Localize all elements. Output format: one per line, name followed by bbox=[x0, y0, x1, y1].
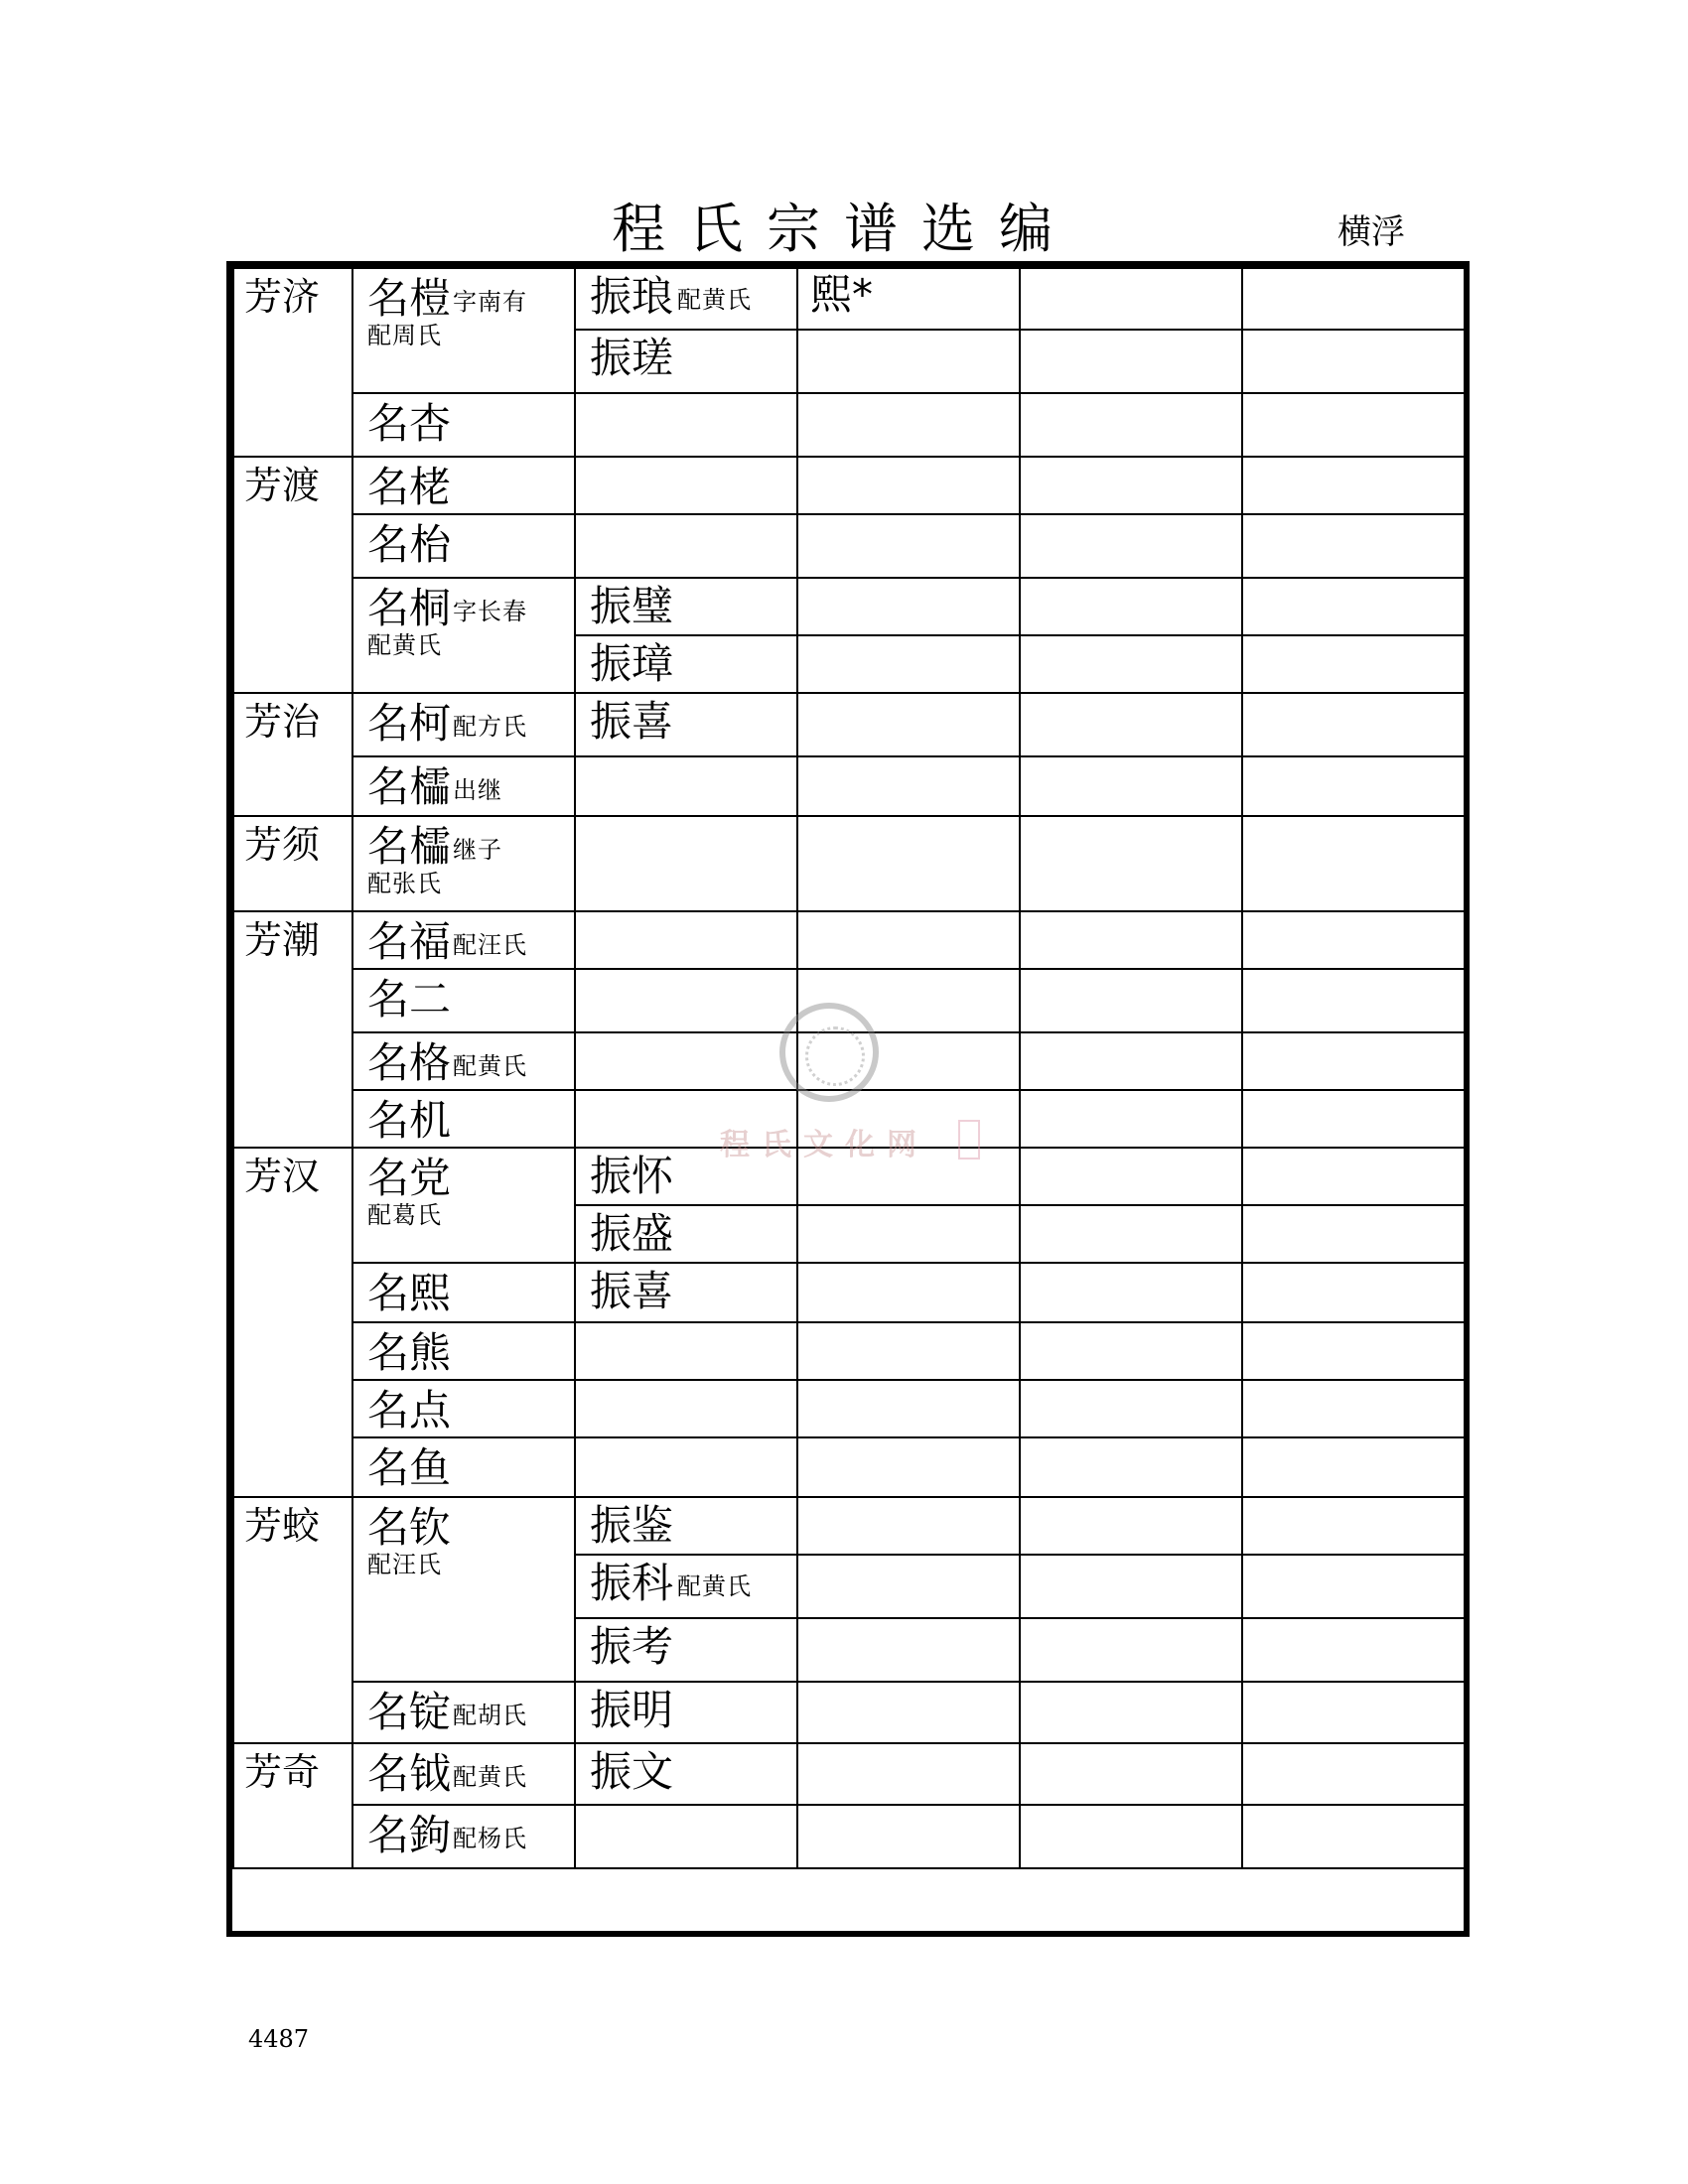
gen3-cell bbox=[574, 513, 798, 579]
empty-cell bbox=[1019, 755, 1243, 817]
gen1-name: 芳汉 bbox=[244, 1155, 321, 1198]
gen2-spouse: 配周氏 bbox=[367, 322, 442, 349]
gen2-cell bbox=[352, 1681, 576, 1744]
gen2-cell bbox=[352, 577, 576, 694]
empty-cell bbox=[1241, 456, 1466, 515]
gen2-name: 名党 bbox=[367, 1154, 452, 1202]
gen3-name: 振盛 bbox=[590, 1209, 674, 1258]
gen4-cell bbox=[796, 1554, 1021, 1619]
gen3-cell bbox=[574, 1496, 798, 1556]
empty-cell bbox=[1241, 692, 1466, 757]
empty-cell bbox=[1241, 1379, 1466, 1438]
gen2-cell bbox=[352, 267, 576, 394]
empty-cell bbox=[1241, 815, 1466, 912]
empty-cell bbox=[1019, 1147, 1243, 1206]
empty-cell bbox=[1241, 329, 1466, 394]
gen3-cell bbox=[574, 1262, 798, 1323]
empty-cell bbox=[1241, 1436, 1466, 1498]
gen2-name: 名机 bbox=[367, 1096, 452, 1145]
gen3-name: 振琅 bbox=[590, 272, 674, 321]
gen2-cell bbox=[352, 1804, 576, 1869]
gen3-cell bbox=[574, 755, 798, 817]
empty-cell bbox=[1241, 755, 1466, 817]
gen4-cell bbox=[796, 910, 1021, 970]
empty-cell bbox=[1241, 634, 1466, 694]
gen3-cell bbox=[574, 910, 798, 970]
gen2-note: 继子 bbox=[453, 836, 502, 864]
gen3-cell bbox=[574, 1204, 798, 1264]
gen4-cell bbox=[796, 692, 1021, 757]
empty-cell bbox=[1241, 1554, 1466, 1619]
gen3-name: 振璧 bbox=[590, 582, 674, 630]
gen4-cell bbox=[796, 1204, 1021, 1264]
gen4-cell bbox=[796, 1321, 1021, 1381]
gen3-cell bbox=[574, 392, 798, 458]
gen3-cell bbox=[574, 267, 798, 331]
gen1-cell bbox=[232, 456, 353, 694]
gen2-cell bbox=[352, 968, 576, 1033]
gen2-spouse: 配张氏 bbox=[367, 870, 442, 897]
empty-cell bbox=[1019, 456, 1243, 515]
empty-cell bbox=[1019, 1204, 1243, 1264]
empty-cell bbox=[1019, 1089, 1243, 1149]
empty-cell bbox=[1019, 392, 1243, 458]
empty-cell bbox=[1019, 1262, 1243, 1323]
gen2-note: 配黄氏 bbox=[453, 1763, 527, 1791]
gen4-cell bbox=[796, 267, 1021, 331]
empty-cell bbox=[1019, 1554, 1243, 1619]
gen2-name: 名二 bbox=[367, 975, 452, 1024]
empty-cell bbox=[1241, 910, 1466, 970]
gen2-cell bbox=[352, 1321, 576, 1381]
gen2-note: 字长春 bbox=[453, 598, 527, 625]
gen3-name: 振璋 bbox=[590, 639, 674, 688]
gen2-name: 名櫺 bbox=[367, 762, 452, 811]
gen2-spouse: 配黄氏 bbox=[367, 631, 442, 659]
empty-cell bbox=[1019, 1379, 1243, 1438]
gen3-name: 振科 bbox=[590, 1559, 674, 1607]
empty-cell bbox=[1241, 1321, 1466, 1381]
empty-cell bbox=[1019, 692, 1243, 757]
gen4-cell bbox=[796, 634, 1021, 694]
gen1-cell bbox=[232, 1496, 353, 1744]
gen2-cell bbox=[352, 1496, 576, 1683]
empty-cell bbox=[1241, 968, 1466, 1033]
gen2-name: 名鉤 bbox=[367, 1811, 452, 1859]
place-name: 横浮 bbox=[1337, 212, 1405, 252]
empty-cell bbox=[1241, 513, 1466, 579]
watermark bbox=[720, 1003, 988, 1171]
gen2-name: 名钺 bbox=[367, 1749, 452, 1798]
gen2-cell bbox=[352, 456, 576, 515]
gen4-cell bbox=[796, 1436, 1021, 1498]
empty-cell bbox=[1241, 1031, 1466, 1091]
gen1-cell bbox=[232, 1147, 353, 1498]
empty-cell bbox=[1241, 1742, 1466, 1806]
gen2-note: 配胡氏 bbox=[453, 1702, 527, 1729]
gen4-cell bbox=[796, 329, 1021, 394]
gen3-cell bbox=[574, 577, 798, 636]
empty-cell bbox=[1241, 1262, 1466, 1323]
page-title: 程氏宗谱选编 bbox=[612, 198, 1076, 260]
gen2-name: 名杏 bbox=[367, 399, 452, 448]
gen4-cell bbox=[796, 1379, 1021, 1438]
gen3-name: 振瑳 bbox=[590, 334, 674, 382]
gen2-cell bbox=[352, 815, 576, 912]
empty-cell bbox=[1241, 1804, 1466, 1869]
empty-cell bbox=[1019, 910, 1243, 970]
gen2-name: 名熊 bbox=[367, 1328, 452, 1377]
gen3-cell bbox=[574, 1436, 798, 1498]
gen3-name: 振文 bbox=[590, 1747, 674, 1796]
gen2-cell bbox=[352, 1742, 576, 1806]
empty-cell bbox=[1241, 1147, 1466, 1206]
gen2-cell bbox=[352, 1147, 576, 1264]
empty-cell bbox=[1241, 577, 1466, 636]
gen2-name: 名钦 bbox=[367, 1503, 452, 1552]
gen2-cell bbox=[352, 1089, 576, 1149]
empty-cell bbox=[1241, 267, 1466, 331]
empty-cell bbox=[1241, 1089, 1466, 1149]
empty-cell bbox=[1019, 1436, 1243, 1498]
gen4-cell bbox=[796, 815, 1021, 912]
gen3-cell bbox=[574, 1617, 798, 1683]
gen4-cell bbox=[796, 456, 1021, 515]
gen3-cell bbox=[574, 1742, 798, 1806]
gen2-cell bbox=[352, 1436, 576, 1498]
gen2-name: 名榿 bbox=[367, 274, 452, 323]
gen3-note: 配黄氏 bbox=[677, 286, 752, 314]
gen4-cell bbox=[796, 1496, 1021, 1556]
gen2-note: 出继 bbox=[453, 776, 502, 804]
gen3-name: 振怀 bbox=[590, 1152, 674, 1200]
empty-cell bbox=[1019, 1742, 1243, 1806]
gen3-cell bbox=[574, 1321, 798, 1381]
empty-cell bbox=[1019, 329, 1243, 394]
gen3-name: 振考 bbox=[590, 1622, 674, 1671]
gen1-cell bbox=[232, 815, 353, 912]
gen3-cell bbox=[574, 634, 798, 694]
gen4-cell bbox=[796, 1262, 1021, 1323]
gen1-cell bbox=[232, 910, 353, 1149]
gen2-cell bbox=[352, 1031, 576, 1091]
gen4-cell bbox=[796, 1804, 1021, 1869]
gen1-name: 芳奇 bbox=[244, 1750, 321, 1794]
gen3-cell bbox=[574, 692, 798, 757]
gen4-cell bbox=[796, 1742, 1021, 1806]
page-number: 4487 bbox=[248, 2025, 310, 2053]
gen2-name: 名桐 bbox=[367, 584, 452, 632]
gen1-name: 芳济 bbox=[244, 275, 321, 319]
empty-cell bbox=[1241, 1204, 1466, 1264]
empty-cell bbox=[1019, 513, 1243, 579]
gen2-note: 配杨氏 bbox=[453, 1825, 527, 1852]
gen3-cell bbox=[574, 815, 798, 912]
gen4-cell bbox=[796, 1681, 1021, 1744]
empty-cell bbox=[1019, 577, 1243, 636]
empty-cell bbox=[1019, 1496, 1243, 1556]
gen4-cell bbox=[796, 755, 1021, 817]
empty-cell bbox=[1241, 1681, 1466, 1744]
gen2-note: 字南有 bbox=[453, 288, 527, 316]
gen4-cell bbox=[796, 577, 1021, 636]
empty-cell bbox=[1019, 968, 1243, 1033]
stamp-icon bbox=[958, 1120, 980, 1160]
gen3-cell bbox=[574, 1804, 798, 1869]
seal-icon bbox=[779, 1003, 879, 1102]
gen3-cell bbox=[574, 1379, 798, 1438]
gen3-name: 振喜 bbox=[590, 1267, 674, 1315]
gen2-name: 名锭 bbox=[367, 1688, 452, 1736]
gen3-name: 振明 bbox=[590, 1686, 674, 1734]
gen2-name: 名福 bbox=[367, 917, 452, 966]
empty-cell bbox=[1241, 392, 1466, 458]
empty-cell bbox=[1019, 634, 1243, 694]
gen1-name: 芳蛟 bbox=[244, 1504, 321, 1548]
gen2-cell bbox=[352, 910, 576, 970]
gen2-name: 名点 bbox=[367, 1386, 452, 1434]
gen2-name: 名枱 bbox=[367, 520, 452, 569]
gen2-note: 配黄氏 bbox=[453, 1052, 527, 1080]
gen2-name: 名柯 bbox=[367, 699, 452, 748]
gen3-cell bbox=[574, 329, 798, 394]
empty-cell bbox=[1019, 1617, 1243, 1683]
gen2-spouse: 配汪氏 bbox=[367, 1551, 442, 1578]
gen3-cell bbox=[574, 1554, 798, 1619]
gen2-cell bbox=[352, 1379, 576, 1438]
gen2-cell bbox=[352, 392, 576, 458]
empty-cell bbox=[1019, 1804, 1243, 1869]
gen1-name: 芳须 bbox=[244, 823, 321, 867]
gen4-name: 熙* bbox=[810, 270, 874, 319]
gen1-cell bbox=[232, 692, 353, 817]
gen2-cell bbox=[352, 755, 576, 817]
gen2-cell bbox=[352, 1262, 576, 1323]
gen1-cell bbox=[232, 1742, 353, 1869]
empty-cell bbox=[1019, 1031, 1243, 1091]
gen4-cell bbox=[796, 1617, 1021, 1683]
empty-cell bbox=[1019, 815, 1243, 912]
empty-cell bbox=[1019, 267, 1243, 331]
empty-cell bbox=[1019, 1681, 1243, 1744]
gen4-cell bbox=[796, 392, 1021, 458]
gen1-name: 芳渡 bbox=[244, 464, 321, 507]
gen2-name: 名熙 bbox=[367, 1269, 452, 1317]
gen2-spouse: 配葛氏 bbox=[367, 1201, 442, 1229]
gen3-name: 振喜 bbox=[590, 697, 674, 746]
gen1-cell bbox=[232, 267, 353, 458]
gen1-name: 芳潮 bbox=[244, 918, 321, 962]
gen1-name: 芳治 bbox=[244, 700, 321, 744]
empty-cell bbox=[1019, 1321, 1243, 1381]
gen2-name: 名鱼 bbox=[367, 1443, 452, 1492]
empty-cell bbox=[1241, 1496, 1466, 1556]
gen2-name: 名櫺 bbox=[367, 822, 452, 871]
gen2-note: 配汪氏 bbox=[453, 931, 527, 959]
gen2-note: 配方氏 bbox=[453, 713, 527, 741]
gen3-note: 配黄氏 bbox=[677, 1572, 752, 1600]
gen3-cell bbox=[574, 1681, 798, 1744]
gen2-cell bbox=[352, 513, 576, 579]
gen4-cell bbox=[796, 513, 1021, 579]
empty-cell bbox=[1241, 1617, 1466, 1683]
gen2-name: 名格 bbox=[367, 1038, 452, 1087]
watermark-text: 程氏文化网 bbox=[720, 1128, 928, 1162]
gen3-name: 振鉴 bbox=[590, 1501, 674, 1550]
gen2-name: 名栳 bbox=[367, 463, 452, 511]
gen2-cell bbox=[352, 692, 576, 757]
gen3-cell bbox=[574, 456, 798, 515]
